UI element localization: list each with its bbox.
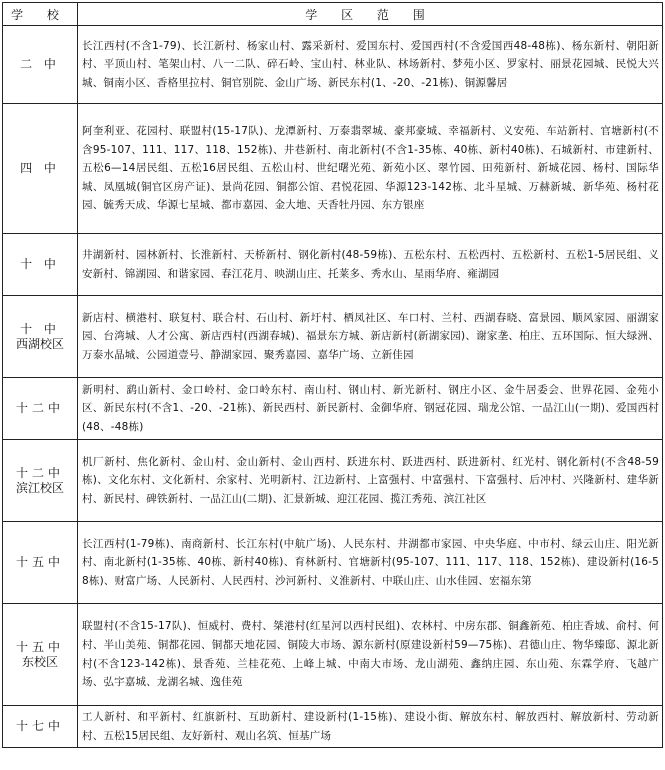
- school-district-table: [2, 2, 663, 748]
- header-area: 学 区 范 围: [78, 3, 663, 26]
- table-row: [3, 522, 663, 604]
- school-campus: 西湖校区: [15, 336, 64, 351]
- school-name: 十五中: [15, 555, 64, 569]
- school-cell: [3, 104, 78, 234]
- school-name: 十二中: [15, 465, 64, 480]
- school-cell: [3, 522, 78, 604]
- school-name: 十 中: [20, 257, 60, 271]
- school-cell: [3, 296, 78, 378]
- school-name: 十七中: [15, 719, 64, 733]
- school-cell: [3, 440, 78, 522]
- district-area-cell: 新明村、鹞山新村、金口岭村、金口岭东村、南山村、钢山村、新光新村、钢庄小区、金牛居委会、世界花园、金苑小区、新民东村(不含1、-20、-21栋)、新民西村、新民新村、金御华府、钢冠花园、瑞龙公馆、一品江山(一期)、爱国西村(48、-48栋): [78, 378, 663, 440]
- district-area-cell: 机厂新村、焦化新村、金山村、金山新村、金山西村、跃进东村、跃进西村、跃进新村、红光村、钢化新村(不含48-59栋)、文化东村、文化新村、余家村、光明新村、江边新村、上富强村、中富强村、下富强村、后冲村、兴隆新村、建华新村、新民村、碑铁新村、一品江山(二期)、汇景新城、迎江花园、揽江秀苑、滨江社区: [78, 440, 663, 522]
- school-name: 十五中: [15, 639, 64, 654]
- district-area-cell: 工人新村、和平新村、红旗新村、互助新村、建设新村(1-15栋)、建设小街、解放东村、解放西村、解放新村、劳动新村、五松15居民组、友好新村、观山名筑、恒基广场: [78, 706, 663, 748]
- table-row: [3, 378, 663, 440]
- table-header-row: [3, 3, 663, 26]
- table-row: [3, 104, 663, 234]
- district-area-cell: 新店村、横港村、联复村、联合村、石山村、新圩村、栖凤社区、车口村、兰村、西湖春晓、富景园、顺风家园、丽湖家园、台湾城、人才公寓、新店西村(西湖春城)、福景东方城、新店新村(新湖家园)、谢家垄、柏庄、五环国际、恒大绿洲、万泰水晶城、公园道壹号、静湖家园、聚秀嘉园、嘉华广场、立新佳园: [78, 296, 663, 378]
- school-campus: 东校区: [21, 654, 58, 669]
- header-school: 学 校: [3, 3, 78, 26]
- school-cell: [3, 706, 78, 748]
- school-cell: [3, 604, 78, 706]
- district-table-container: [2, 2, 663, 748]
- table-row: [3, 296, 663, 378]
- school-name: 十 中: [20, 321, 60, 336]
- district-area-cell: 长江西村(不含1-79)、长江新村、杨家山村、露采新村、爱国东村、爱国西村(不含爱国西48-48栋)、杨东新村、朝阳新村、平顶山村、笔架山村、八一二队、碎石岭、宝山村、林业队、林场新村、梦苑小区、罗家村、丽景花园城、民悦大兴城、铜南小区、香格里拉村、铜官别院、金山广场、新民东村(1、-20、-21栋)、铜源馨居: [78, 26, 663, 104]
- table-row: [3, 234, 663, 296]
- school-campus: 滨江校区: [15, 480, 64, 495]
- table-row: [3, 440, 663, 522]
- district-area-cell: 长江西村(1-79栋)、南商新村、长江东村(中航广场)、人民东村、井湖都市家园、中央华庭、中市村、绿云山庄、阳光新村、南北新村(1-35栋、40栋、新村40栋)、育林新村、官塘新村(95-107、111、117、118、152栋)、建设新村(16-58栋)、财富广场、人民新村、人民西村、沙河新村、义淮新村、中联山庄、山水佳园、宏福东第: [78, 522, 663, 604]
- table-row: [3, 706, 663, 748]
- school-name: 十二中: [15, 401, 64, 415]
- school-cell: [3, 378, 78, 440]
- district-area-cell: 阿奎利亚、花园村、联盟村(15-17队)、龙潭新村、万泰翡翠城、豪邦豪城、幸福新村、义安苑、车站新村、官塘新村(不含95-107、111、117、118、152栋)、井巷新村、南北新村(不含1-35栋、40栋、新村40栋)、石城新村、市建新村、五松6—14居民组、五松16居民组、五松山村、世纪曙光苑、新苑小区、翠竹园、田苑新村、新城花园、杨村、国际华城、凤凰城(铜官区房产证)、景尚花园、铜都公馆、君悦花园、华源123-142栋、北斗星城、万赫新城、新华苑、杨村花园、毓秀天成、华源七星城、都市嘉园、金大地、天香牡丹园、东方银座: [78, 104, 663, 234]
- school-cell: [3, 26, 78, 104]
- district-area-cell: 井湖新村、园林新村、长淮新村、天桥新村、钢化新村(48-59栋)、五松东村、五松西村、五松新村、五松1-5居民组、义安新村、锦湖园、和谐家园、春江花月、映湖山庄、托莱多、秀水山、星雨华府、雍湖园: [78, 234, 663, 296]
- table-row: [3, 26, 663, 104]
- table-row: [3, 604, 663, 706]
- school-name: 四 中: [20, 161, 60, 175]
- school-cell: [3, 234, 78, 296]
- district-area-cell: 联盟村(不含15-17队)、恒威村、费村、桀港村(红星河以西村民组)、农林村、中房东郡、铜鑫新苑、柏庄香域、俞村、何村、半山美苑、铜都花园、铜都天地花园、铜陵大市场、源东新村(原建设新村59—75栋)、君德山庄、物华臻邸、源北新村(不含123-142栋)、景香苑、兰桂花苑、上峰上城、中南大市场、龙山湖苑、鑫纳庄园、东山苑、东霖学府、飞越广场、弘宇嘉城、龙湖名城、逸佳苑: [78, 604, 663, 706]
- school-name: 二 中: [20, 57, 60, 71]
